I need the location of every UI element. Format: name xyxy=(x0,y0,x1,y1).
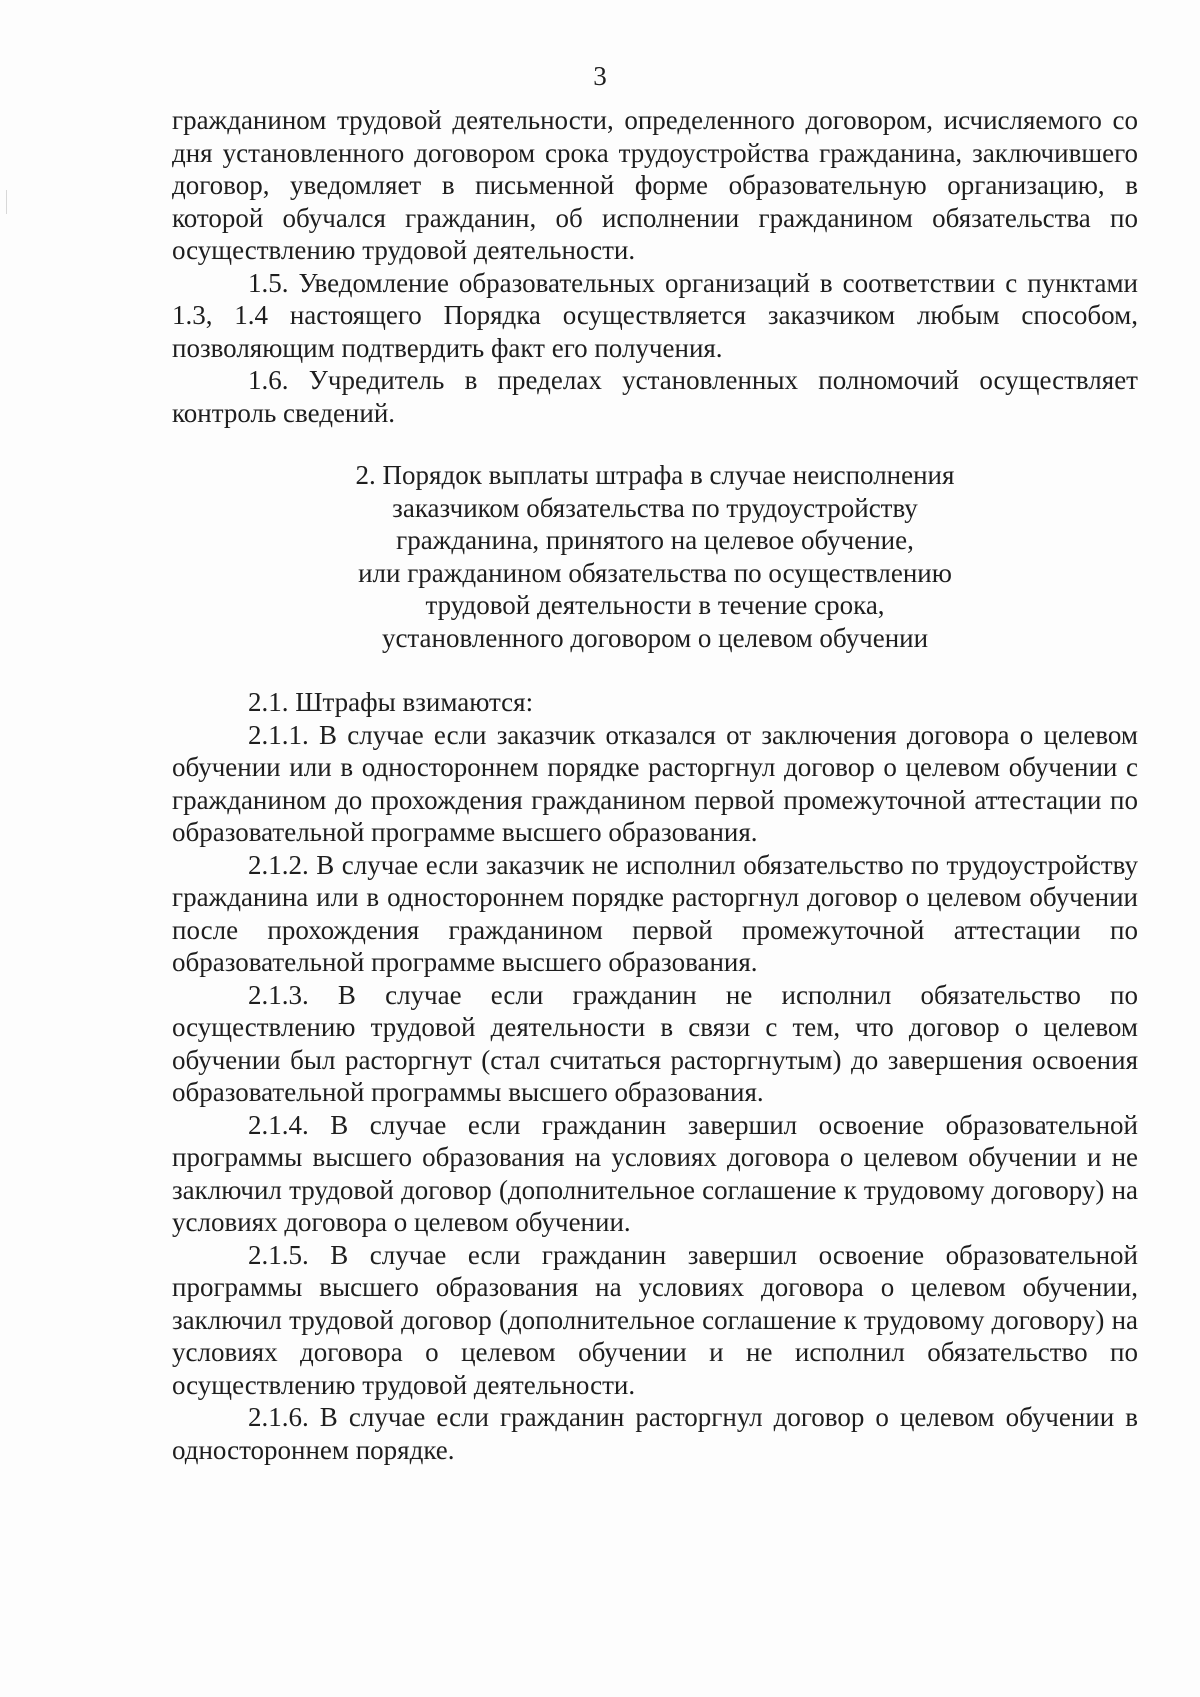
paragraph-1-6: 1.6. Учредитель в пределах установленных полномочий осуществляет контроль сведений. xyxy=(172,365,1138,428)
paragraph-2-1-2: 2.1.2. В случае если заказчик не исполнил обязательство по трудоустройству гражданина или в одностороннем порядке расторгнул договор о целевом обучении после прохождения гражданином первой промежуточной аттестации по образовательной программе высшего образования. xyxy=(172,849,1138,977)
paragraph-2-1-3: 2.1.3. В случае если гражданин не исполнил обязательство по осуществлению трудовой деятельности в связи с тем, что договор о целевом обучении был расторгнут (стал считаться расторгнутым) до завершения освоения образовательной программы высшего образования. xyxy=(172,979,1138,1107)
paragraph-2-1-1: 2.1.1. В случае если заказчик отказался от заключения договора о целевом обучении или в одностороннем порядке расторгнул договор о целевом обучении с гражданином до прохождения гражданином первой промежуточной аттестации по образовательной программе высшего образования. xyxy=(172,719,1138,847)
paragraph-2-1-5: 2.1.5. В случае если гражданин завершил освоение образовательной программы высшего образования на условиях договора о целевом обучении, заключил трудовой договор (дополнительное соглашение к трудовому договору) на условиях договора о целевом обучении и не исполнил обязательство по осуществлению трудовой деятельности. xyxy=(172,1239,1138,1400)
heading-line: или гражданином обязательства по осуществлению xyxy=(358,557,952,588)
heading-line: установленного договором о целевом обучении xyxy=(381,622,929,653)
top-paragraphs xyxy=(172,104,1138,429)
paragraph-2-1-4: 2.1.4. В случае если гражданин завершил освоение образовательной программы высшего образования на условиях договора о целевом обучении и не заключил трудовой договор (дополнительное соглашение к трудовому договору) на условиях договора о целевом обучении. xyxy=(172,1109,1138,1237)
bottom-paragraphs xyxy=(172,686,1138,1466)
scan-edge-mark xyxy=(6,190,7,214)
paragraph-2-1-6: 2.1.6. В случае если гражданин расторгнул договор о целевом обучении в одностороннем порядке. xyxy=(172,1402,1138,1465)
paragraph-2-1: 2.1. Штрафы взимаются: xyxy=(248,687,534,717)
paragraph: гражданином трудовой деятельности, определенного договором, исчисляемого со дня установленного договором срока трудоустройства гражданина, заключившего договор, уведомляет в письменной форме образовательную организацию, в которой обучался гражданин, об исполнении гражданином обязательства по осуществлению трудовой деятельности. xyxy=(172,105,1138,265)
paragraph-1-5: 1.5. Уведомление образовательных организаций в соответствии с пунктами 1.3, 1.4 настоящего Порядка осуществляется заказчиком любым способом, позволяющим подтвердить факт его получения. xyxy=(172,267,1138,363)
heading-line: трудовой деятельности в течение срока, xyxy=(425,590,885,620)
section-heading xyxy=(172,459,1138,654)
heading-line: гражданина, принятого на целевое обучение, xyxy=(396,525,914,555)
page-number: 3 xyxy=(593,61,607,91)
heading-line: заказчиком обязательства по трудоустройству xyxy=(392,492,918,523)
document-body xyxy=(172,104,1138,1466)
heading-line: 2. Порядок выплаты штрафа в случае неисполнения xyxy=(355,460,955,490)
